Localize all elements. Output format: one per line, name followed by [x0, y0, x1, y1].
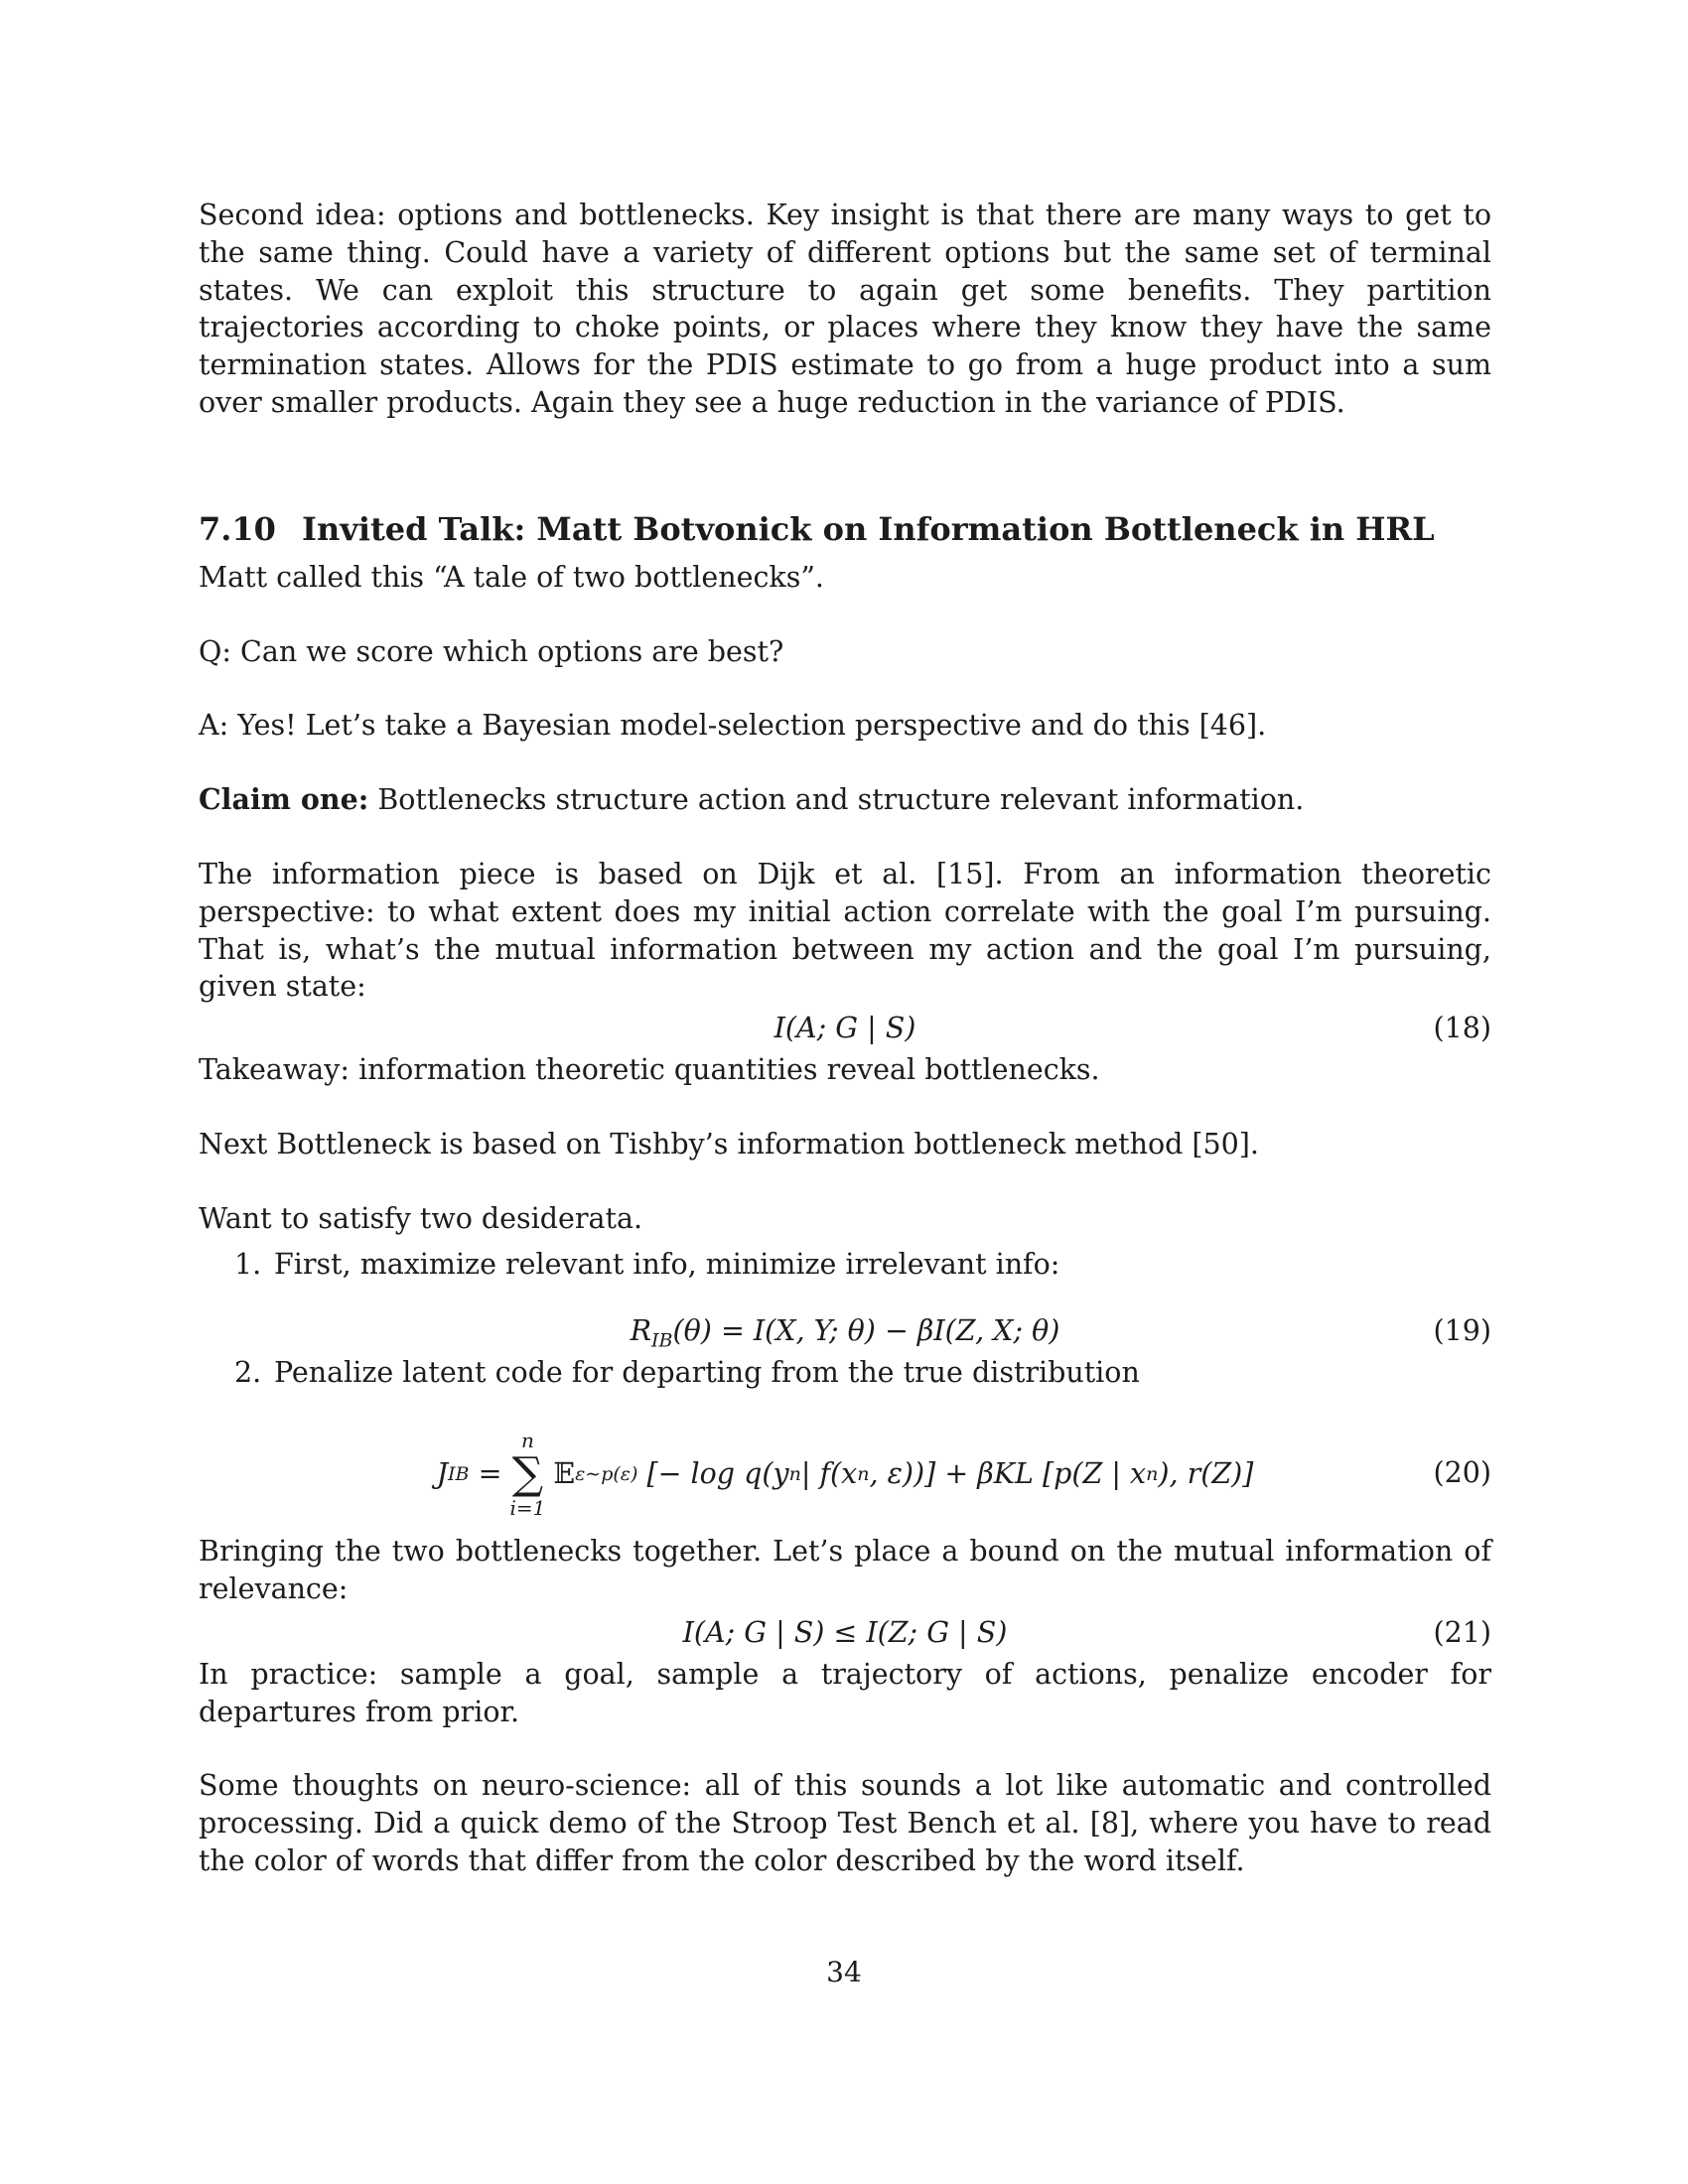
list-item	[234, 1246, 1491, 1284]
takeaway-paragraph: Takeaway: information theoretic quantities reveal bottlenecks.	[199, 1053, 1100, 1087]
section-title: Invited Talk: Matt Botvonick on Information Bottleneck in HRL	[302, 509, 1435, 548]
sum-upper-limit: n	[520, 1429, 534, 1453]
equation-20: J IB = n ∑ i=1 𝔼 ε∼p(ε) [− log q(y n | f(x n , ε))] + βKL [p(Z | x n ), r(Z)] (20)	[436, 1429, 1491, 1521]
info-piece-paragraph: The information piece is based on Dijk et al. [15]. From an information theoretic perspective: to what extent does my initial action correlate with the goal I’m pursuing. That is, what’s the mutual information between my action and the goal I’m pursuing, given state:	[199, 857, 1491, 1004]
page-body	[199, 197, 1491, 1880]
equation-21: I(A; G | S) ≤ I(Z; G | S) (21)	[199, 1610, 1491, 1656]
equation-number: (18)	[1433, 1012, 1491, 1045]
equation-18: I(A; G | S) (18)	[199, 1006, 1491, 1051]
equation-number: (20)	[1433, 1456, 1491, 1490]
section-number: 7.10	[199, 509, 276, 548]
list-text: Penalize latent code for departing from the true distribution	[274, 1356, 1140, 1390]
list-text: First, maximize relevant info, minimize irrelevant info:	[274, 1247, 1060, 1281]
answer-paragraph: A: Yes! Let’s take a Bayesian model-selection perspective and do this [46].	[199, 709, 1267, 743]
next-bottleneck-paragraph: Next Bottleneck is based on Tishby’s information bottleneck method [50].	[199, 1127, 1259, 1160]
desiderata-paragraph: Want to satisfy two desiderata.	[199, 1201, 643, 1235]
question-paragraph: Q: Can we score which options are best?	[199, 634, 784, 668]
tale-paragraph: Matt called this “A tale of two bottlenecks”.	[199, 560, 824, 594]
practice-paragraph: In practice: sample a goal, sample a trajectory of actions, penalize encoder for departures from prior.	[199, 1657, 1491, 1728]
claim-paragraph	[199, 781, 1491, 819]
bringing-paragraph: Bringing the two bottlenecks together. Let’s place a bound on the mutual information of relevance:	[199, 1535, 1491, 1605]
list-number: 1.	[234, 1247, 262, 1281]
equation-19: $R_{IB}(\theta) = I(X$, Y; θ) − βI(Z, X; θ) (19)	[199, 1308, 1491, 1354]
claim-label: Claim one:	[199, 782, 369, 817]
intro-paragraph: Second idea: options and bottlenecks. Key insight is that there are many ways to get to the same thing. Could have a variety of different options but the same set of terminal states. We can exploit this structure to again get some benefits. They partition trajectories according to choke points, or places where they know they have the same termination states. Allows for the PDIS estimate to go from a huge product into a sum over smaller products. Again they see a huge reduction in the variance of PDIS.	[199, 199, 1491, 419]
summation: n ∑ i=1	[509, 1429, 546, 1521]
equation-number: (19)	[1433, 1314, 1491, 1348]
neuro-paragraph: Some thoughts on neuro-science: all of this sounds a lot like automatic and controlled processing. Did a quick demo of the Stroop Test Bench et al. [8], where you have to read the color of words that differ from the color described by the word itself.	[199, 1769, 1491, 1877]
page-number: 34	[826, 1956, 862, 1988]
equation-number: (21)	[1433, 1615, 1491, 1649]
list-item	[234, 1354, 1491, 1392]
section-heading	[199, 509, 1491, 549]
claim-text: Bottlenecks structure action and structure relevant information.	[368, 783, 1305, 817]
sum-lower-limit: i=1	[509, 1496, 546, 1521]
list-number: 2.	[234, 1356, 262, 1390]
